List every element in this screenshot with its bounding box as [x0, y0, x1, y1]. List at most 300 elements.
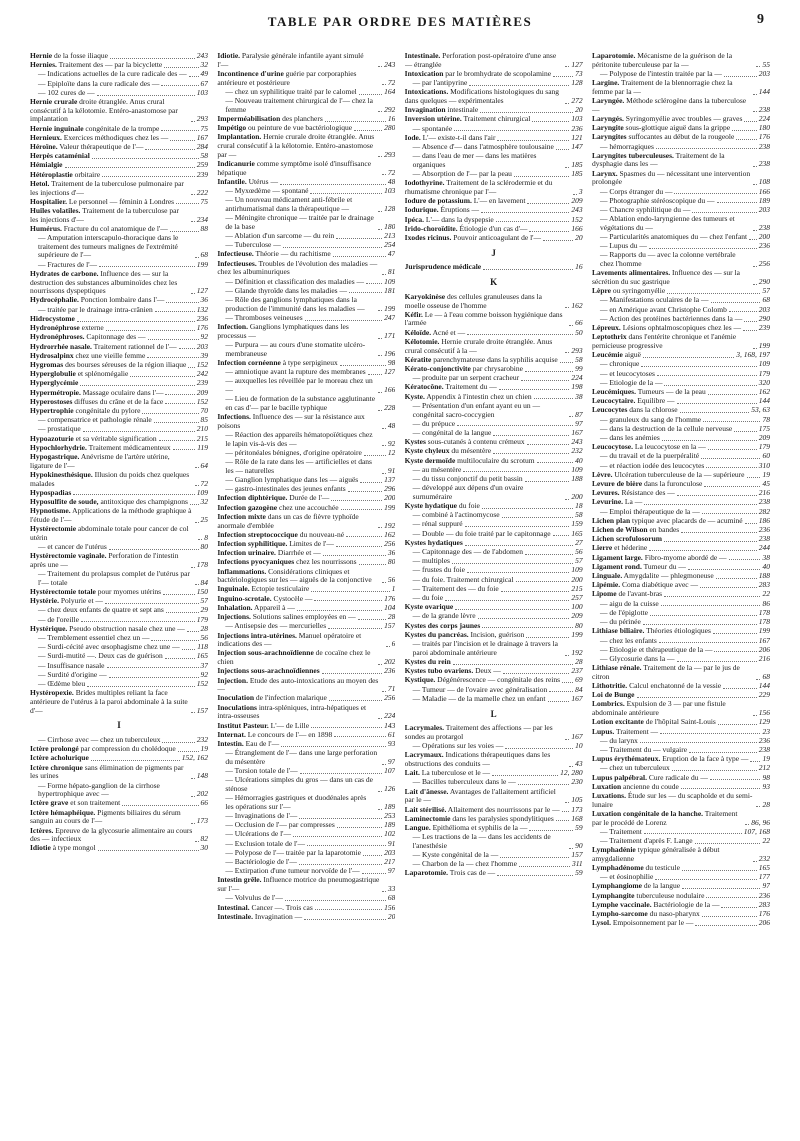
leader-dots	[661, 605, 761, 606]
leader-dots	[505, 748, 573, 749]
leader-dots	[107, 667, 199, 668]
page-reference: 144	[758, 396, 770, 406]
entry-text	[225, 431, 380, 448]
index-entry	[30, 98, 208, 124]
page-reference: 178	[758, 617, 770, 627]
entry-description: Epreuve de la glycosurie alimentaire au cours des — infectieux	[30, 825, 193, 844]
entry-heading: Luxation congénitale de la hanche.	[591, 808, 704, 818]
leader-dots	[378, 718, 382, 719]
entry-description: Syringomyélie avec troubles — graves	[623, 113, 743, 123]
leader-dots	[161, 85, 198, 86]
page-reference: 38	[762, 552, 770, 562]
entry-heading: Intestinal.	[217, 902, 250, 912]
index-column-4	[592, 52, 770, 1134]
entry-description: — traités par l'incision et le drainage à travers la paroi abdominale antérieure	[412, 639, 558, 657]
page-reference: 199	[571, 629, 583, 639]
page-reference: 162	[571, 300, 583, 310]
leader-dots	[179, 348, 195, 349]
leader-dots	[151, 640, 198, 641]
entry-text	[225, 776, 376, 793]
entry-heading: Laryngite	[591, 123, 624, 133]
leader-dots	[378, 809, 382, 810]
entry-heading: Injection.	[217, 675, 248, 685]
page-reference: 293	[196, 114, 208, 124]
page-reference: 165	[196, 651, 208, 661]
entry-description: Éruptions —	[438, 205, 480, 215]
page-reference: 203	[758, 68, 770, 78]
page-reference: 47	[387, 249, 396, 259]
leader-dots	[756, 806, 760, 807]
index-entry	[217, 395, 395, 412]
entry-description: — et leucocytoses	[599, 368, 655, 378]
entry-description: Trois cas de —	[448, 868, 496, 878]
entry-description: — Les tractions de la — dans les accidents de l'anesthésie	[412, 832, 551, 850]
page-reference: 167	[571, 731, 583, 741]
entry-description: sous-cutanés à contenu crémeux	[425, 437, 525, 447]
page-reference: 70	[200, 405, 208, 415]
entry-text	[30, 507, 193, 524]
index-column-3	[405, 52, 583, 1134]
page-reference: 280	[384, 123, 396, 133]
entry-heading: Lymphadénome	[591, 863, 644, 873]
entry-heading: Hydrocéphalie.	[30, 295, 79, 305]
leader-dots	[716, 578, 757, 579]
index-entry	[592, 269, 770, 286]
entry-heading: Internat.	[217, 729, 246, 739]
leader-dots	[305, 320, 382, 321]
page-reference: 283	[758, 580, 770, 590]
entry-description: Traitement de la — par le jus de citron	[591, 663, 740, 681]
page-reference: 162	[758, 387, 770, 397]
index-entry	[217, 513, 395, 530]
leader-dots	[323, 555, 386, 556]
page-reference: 236	[758, 241, 770, 251]
page-reference: 55	[762, 59, 770, 69]
leader-dots	[191, 293, 195, 294]
leader-dots	[499, 389, 570, 390]
entry-text	[38, 234, 193, 260]
page-reference: 168	[571, 813, 583, 823]
entry-description: droite étranglée. Anus crural consécutif à la kélotomie. Entéro-anastomose par implantation	[30, 97, 178, 124]
page-reference: 1	[391, 584, 396, 594]
entry-heading: Loi de Bunge	[591, 690, 635, 700]
entry-description: Troubles de l'évolution des maladies — chez les albuminuriques	[217, 258, 378, 277]
entry-heading: Iodurique.	[404, 205, 439, 215]
page-reference: 59	[575, 868, 583, 878]
page-reference: 39	[200, 350, 208, 360]
page-reference: 209	[571, 196, 583, 206]
page-reference: 92	[200, 332, 208, 342]
page-reference: 215	[196, 433, 208, 443]
entry-description: — Action des protéines bactériennes dans la —	[599, 313, 743, 323]
entry-description: — Traitement du — vulgaire	[599, 744, 688, 754]
entry-description: — amniotique avant la rupture des membranes	[225, 367, 366, 377]
page-reference: 256	[384, 538, 396, 548]
entry-text	[30, 764, 189, 781]
entry-description: Traitement par le procédé de Lorenz	[591, 808, 738, 827]
leader-dots	[346, 536, 382, 537]
leader-dots	[191, 712, 195, 713]
entry-heading: Hygromas	[30, 359, 64, 369]
page-reference: 203	[758, 304, 770, 314]
entry-description: — granuleux du sang de l'homme	[599, 414, 702, 424]
entry-description: Étude sur les — du scaphoïde et du semi-lunaire	[591, 790, 753, 809]
entry-heading: Larynx.	[591, 168, 618, 178]
page-reference: 97	[762, 881, 770, 891]
entry-heading: Inhalation.	[217, 602, 253, 612]
page-reference: 103	[196, 87, 208, 97]
page-reference: 19	[762, 469, 770, 479]
page-reference: 200	[384, 493, 396, 503]
page-reference: 162	[384, 529, 396, 539]
index-entry	[217, 196, 395, 213]
index-entry	[217, 776, 395, 793]
entry-description: — du prépuce	[412, 418, 456, 428]
leader-dots	[467, 572, 569, 573]
index-entry	[30, 570, 208, 587]
entry-description: du testicule	[643, 863, 680, 873]
page-reference: 61	[387, 729, 396, 739]
leader-dots	[569, 325, 573, 326]
page-reference: 10	[575, 741, 583, 751]
entry-description: Modifications histologiques du sang dans quelques — expérimentales	[404, 87, 560, 106]
page-reference: 91	[387, 838, 396, 848]
leader-dots	[359, 564, 386, 565]
entry-text	[405, 311, 568, 328]
page-reference: 40	[575, 455, 583, 465]
page-reference: 176	[384, 593, 396, 603]
leader-dots	[166, 612, 199, 613]
index-entry	[217, 70, 395, 87]
page-reference: 236	[571, 123, 583, 133]
leader-dots	[333, 256, 386, 257]
entry-heading: Lichen plan	[591, 515, 631, 525]
entry-heading: Hypermétropie.	[30, 387, 81, 397]
page-reference: 167	[571, 427, 583, 437]
page-reference: 68	[762, 295, 770, 305]
entry-heading: Hystérectomie vaginale.	[30, 551, 107, 561]
entry-description: ancienne du coude	[621, 781, 679, 791]
page-reference: 238	[758, 141, 770, 151]
entry-description: — Forme hépato-ganglion de la cirrhose hypertrophique avec —	[38, 780, 160, 799]
page-reference: 118	[197, 642, 208, 652]
entry-text	[30, 180, 189, 197]
leader-dots	[565, 103, 569, 104]
entry-heading: Hémialgie	[30, 160, 63, 170]
page-reference: 206	[758, 644, 770, 654]
leader-dots	[640, 742, 757, 743]
page-reference: 157	[196, 705, 208, 715]
leader-dots	[382, 891, 386, 892]
leader-dots	[569, 416, 573, 417]
entry-heading: Leptothrix	[591, 332, 627, 342]
entry-text	[217, 413, 380, 430]
entry-description: — aigu de la cuisse	[599, 598, 659, 608]
entry-description: Appendix à l'intestin chez un chien	[424, 391, 532, 401]
entry-description: — compensatrice et pathologie rénale	[38, 415, 152, 425]
page-reference: 176	[758, 132, 770, 142]
page-reference: 156	[384, 902, 396, 912]
entry-heading: Hypoazoturie	[30, 433, 74, 443]
entry-description: — Antisepsie des — mercurielles	[225, 621, 327, 631]
page-reference: 18	[575, 501, 583, 511]
page-reference: 256	[758, 259, 770, 269]
leader-dots	[322, 673, 382, 674]
leader-dots	[717, 202, 757, 203]
entry-description: Traitement de la sclérodermie et du rhumatisme chronique par l'—	[404, 178, 553, 197]
entry-text	[30, 552, 189, 569]
entry-text	[217, 876, 380, 893]
leader-dots	[304, 919, 386, 920]
leader-dots	[569, 848, 573, 849]
entry-description: Traitement de la blennorragie chez la femme par la —	[591, 78, 733, 96]
page-reference: 109	[384, 276, 396, 286]
index-entry	[217, 568, 395, 585]
index-entry	[30, 471, 208, 488]
leader-dots	[543, 240, 573, 241]
entry-text	[413, 640, 564, 657]
entry-heading: Injection sous-arachnoïdienne	[217, 648, 314, 658]
page-reference: 196	[384, 348, 396, 358]
leader-dots	[732, 130, 757, 131]
entry-text	[217, 677, 380, 694]
leader-dots	[315, 909, 382, 910]
page-reference: 85	[200, 415, 208, 425]
leader-dots	[148, 339, 199, 340]
index-entry	[217, 458, 395, 475]
entry-description: par compression du cholédoque	[78, 744, 176, 754]
page-reference: 236	[758, 525, 770, 535]
entry-description: Empoisonnement par le —	[610, 918, 694, 928]
leader-dots	[87, 686, 195, 687]
entry-heading: Hyperostoses	[30, 396, 73, 406]
index-entry	[405, 751, 583, 768]
entry-description: — combiné à l'actinomycose	[412, 510, 500, 520]
leader-dots	[378, 111, 382, 112]
page-reference: 230	[571, 777, 583, 787]
entry-description: Influence des — sur la destruction des substances albuminoïdes chez les nourrissons dyspeptiques	[30, 268, 178, 296]
index-entry	[592, 664, 770, 681]
entry-description: typique avec placards de — acuminé	[630, 515, 743, 525]
leader-dots	[331, 500, 382, 501]
page-reference: 28	[387, 612, 396, 622]
leader-dots	[662, 440, 757, 441]
entry-heading: Hypospadias	[30, 487, 72, 497]
entry-description: — Tremblement essentiel chez un —	[38, 633, 150, 642]
entry-description: — Occlusion de l'— par compresses	[225, 820, 335, 830]
leader-dots	[165, 394, 194, 395]
page-reference: 20	[575, 105, 583, 115]
entry-text	[592, 97, 751, 114]
entry-heading: Herpès cataménial	[30, 151, 90, 161]
entry-heading: Kératocône.	[404, 382, 444, 392]
leader-dots	[92, 158, 199, 159]
entry-description: — Manifestations oculaires de la —	[599, 295, 709, 305]
index-entry	[405, 640, 583, 657]
index-entry	[405, 484, 583, 501]
entry-description: Influence des — sur la sécrétion du suc gastrique	[591, 268, 740, 287]
entry-description: chez une vieille femme	[73, 350, 146, 360]
page-reference: 203	[384, 847, 396, 857]
entry-heading: Hystéropexie.	[30, 688, 74, 698]
entry-text	[413, 484, 564, 501]
leader-dots	[706, 897, 756, 898]
leader-dots	[756, 679, 760, 680]
entry-text	[225, 97, 376, 114]
leader-dots	[162, 742, 194, 743]
entry-description: du naso-pharynx	[647, 909, 700, 919]
leader-dots	[532, 121, 569, 122]
entry-description: — et réaction iodée des leucocytes	[599, 460, 705, 470]
entry-description: — de l'oreille	[38, 614, 79, 624]
page-reference: 57	[575, 556, 583, 566]
page-reference: 310	[758, 460, 770, 470]
entry-description: abdominale totale pour cancer de col utérin	[30, 524, 189, 542]
page-reference: 243	[196, 52, 208, 60]
entry-heading: Infection urinaire.	[217, 548, 276, 558]
entry-text	[30, 525, 196, 542]
entry-description: — Purpura — au cours d'une stomatite ulcéro-membraneuse	[225, 340, 366, 358]
entry-heading: Lombrics.	[591, 699, 625, 709]
entry-heading: Iode.	[404, 132, 421, 142]
leader-dots	[483, 269, 573, 270]
page-reference: 127	[384, 367, 396, 377]
index-entry	[30, 782, 208, 799]
entry-description: chez les nourrissons	[294, 557, 357, 567]
page-reference: 253	[384, 811, 396, 821]
leader-dots	[745, 523, 757, 524]
leader-dots	[701, 458, 760, 459]
entry-description: Ganglions lymphatiques dans les processus —	[217, 322, 349, 340]
entry-description: de la langue	[642, 881, 681, 891]
entry-heading: Idiotie.	[217, 52, 241, 60]
leader-dots	[713, 633, 757, 634]
leader-dots	[680, 412, 750, 413]
page-reference: 171	[384, 330, 396, 340]
page-reference: 36	[200, 295, 208, 305]
page-reference: 157	[384, 621, 396, 631]
index-entry	[405, 402, 583, 419]
page-reference: 58	[575, 354, 583, 364]
page-reference: 128	[571, 78, 583, 88]
page-reference: 215	[571, 583, 583, 593]
page-reference: 206	[758, 918, 770, 928]
entry-description: ou syringomyélie	[611, 286, 666, 296]
entry-description: Le — à l'eau comme boisson hygiénique dans l'armée	[404, 309, 563, 328]
entry-description: — chez les enfants	[599, 635, 657, 645]
leader-dots	[492, 775, 558, 776]
leader-dots	[378, 211, 382, 212]
page-reference: 56	[387, 575, 396, 585]
leader-dots	[703, 421, 760, 422]
entry-description: Traitement de la tuberculose pulmonaire par les injections d'—	[30, 178, 184, 197]
index-entry	[592, 170, 770, 187]
index-entry	[217, 214, 395, 231]
entry-text	[405, 869, 496, 878]
leader-dots	[644, 504, 757, 505]
entry-description: Lésions ophtalmoscopiques chez les —	[620, 323, 741, 333]
page-reference: 234	[196, 214, 208, 224]
entry-heading: Lupus.	[591, 726, 615, 736]
page-reference: 202	[196, 789, 208, 799]
leader-dots	[109, 677, 199, 678]
entry-description: Traitement rationnel de l'—	[91, 341, 177, 351]
entry-description: — Corps étranger du —	[599, 186, 673, 196]
index-entry	[592, 79, 770, 96]
leader-dots	[753, 111, 757, 112]
leader-dots	[325, 121, 386, 122]
entry-description: — développé aux dépens d'un ovaire surnuméraire	[412, 483, 524, 501]
leader-dots	[328, 628, 382, 629]
entry-heading: Lipome	[591, 589, 617, 599]
entry-description: aiguë	[622, 350, 641, 360]
leader-dots	[689, 752, 757, 753]
page-reference: 176	[758, 909, 770, 919]
entry-description: des planchers	[280, 113, 323, 123]
page-reference: 98	[762, 772, 770, 782]
index-columns	[30, 52, 770, 1134]
leader-dots	[165, 658, 195, 659]
leader-dots	[664, 596, 760, 597]
page-reference: 203	[758, 204, 770, 214]
entry-text	[225, 196, 376, 213]
entry-heading: Lichen scrofulosorum	[591, 534, 663, 544]
index-entry	[30, 207, 208, 224]
entry-description: Cystocèle —	[271, 593, 313, 603]
leader-dots	[366, 283, 382, 284]
page-reference: 109	[758, 359, 770, 369]
leader-dots	[677, 403, 757, 404]
leader-dots	[734, 431, 757, 432]
entry-text	[592, 52, 755, 69]
leader-dots	[525, 481, 570, 482]
leader-dots	[521, 380, 569, 381]
leader-dots	[692, 212, 756, 213]
page-reference: 3	[578, 187, 583, 197]
entry-heading: Levure de bière	[591, 479, 643, 489]
entry-description: sous-glottique aiguë dans la grippe	[623, 123, 731, 133]
entry-heading: Lacrymaux.	[404, 750, 444, 760]
leader-dots	[363, 855, 382, 856]
page-reference: 72	[200, 478, 208, 488]
leader-dots	[314, 600, 382, 601]
page-reference: 167	[571, 693, 583, 703]
leader-dots	[682, 870, 757, 871]
leader-dots	[565, 802, 569, 803]
entry-description: à type mongol	[50, 843, 96, 853]
entry-heading: Idiotie	[30, 843, 51, 853]
leader-dots	[480, 112, 573, 113]
page-reference: 121	[571, 132, 583, 142]
index-entry	[405, 788, 583, 805]
leader-dots	[329, 700, 382, 701]
entry-text	[217, 513, 376, 530]
page-reference: 209	[758, 433, 770, 443]
entry-heading: Lait d'ânesse.	[404, 786, 449, 796]
leader-dots	[565, 66, 569, 67]
entry-description: — au mésentère	[412, 464, 462, 474]
index-entry	[217, 677, 395, 694]
index-entry	[217, 341, 395, 358]
entry-description: — Glycosurie dans la —	[599, 653, 675, 663]
entry-description: — de l'épiglotte	[599, 607, 648, 617]
entry-heading: Laryngites	[591, 132, 627, 142]
leader-dots	[501, 591, 570, 592]
entry-heading: Hernie crurale	[30, 97, 78, 107]
entry-description: Tumeurs — de la peau	[635, 387, 706, 397]
leader-dots	[386, 646, 390, 647]
entry-description: — produite par un serpent cracheur	[412, 373, 520, 383]
